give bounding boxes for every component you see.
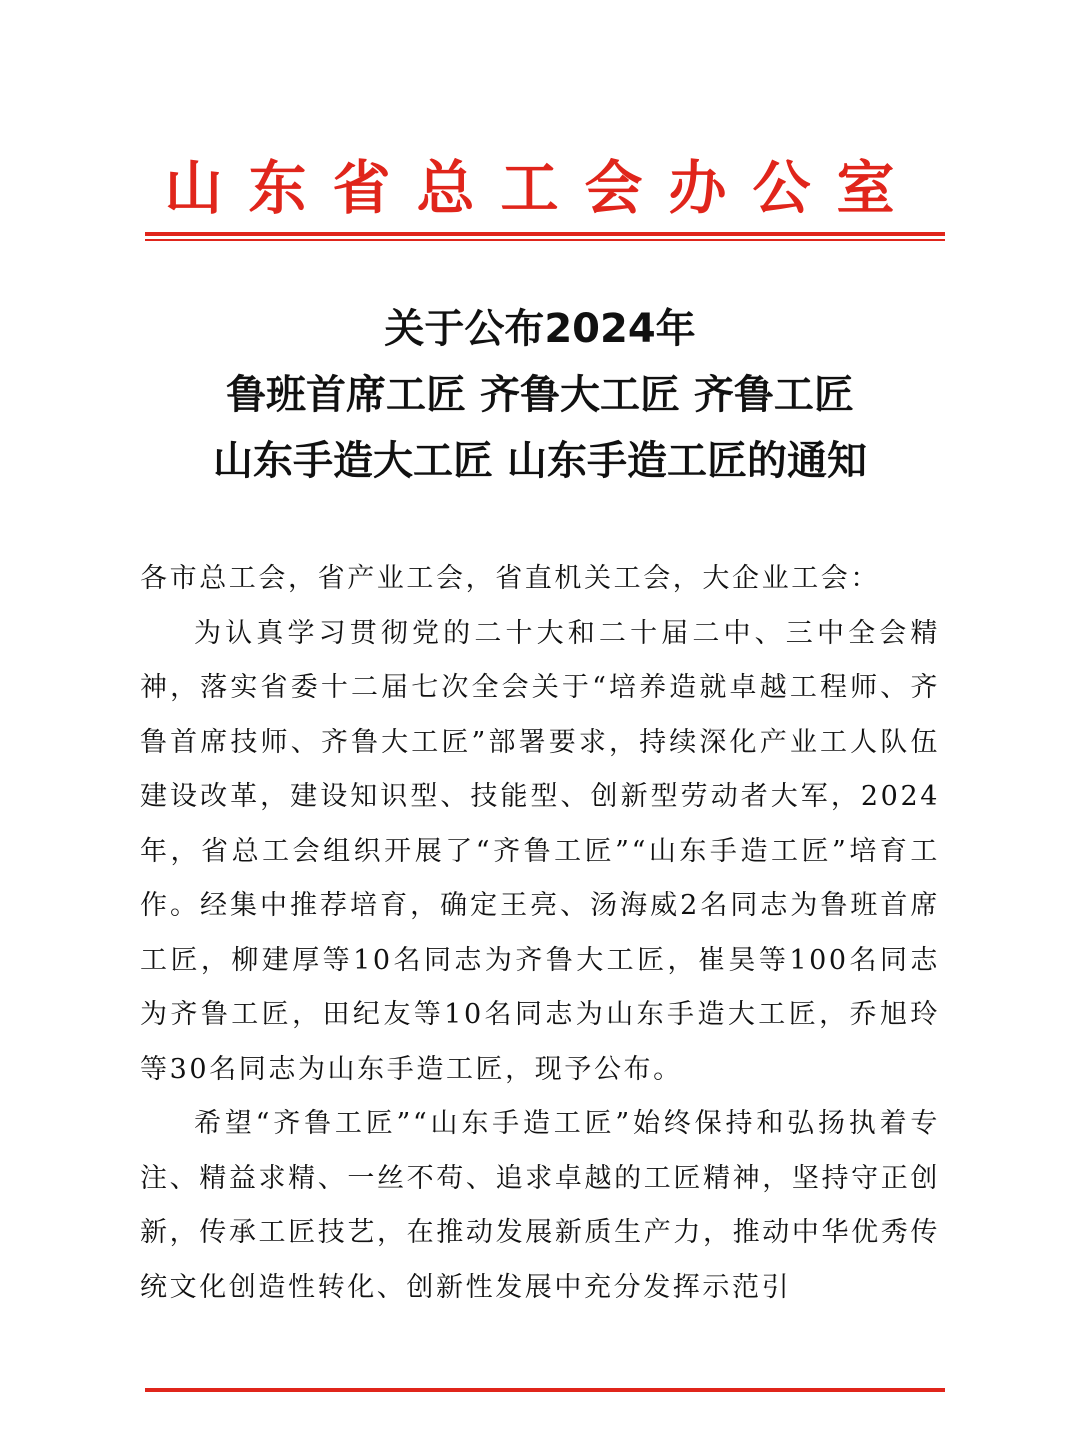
document-title <box>100 296 980 494</box>
title-line-3: 山东手造大工匠 山东手造工匠的通知 <box>213 438 867 484</box>
title-line-1: 关于公布2024年 <box>384 306 696 352</box>
masthead-divider-thick-line <box>145 232 945 236</box>
footer-divider <box>145 1388 945 1392</box>
body-paragraph-2: 希望“齐鲁工匠”“山东手造工匠”始终保持和弘扬执着专注、精益求精、一丝不苟、追求卓越的工匠精神，坚持守正创新，传承工匠技艺，在推动发展新质生产力，推动中华优秀传统文化创造性转化、创新性发展中充分发挥示范引 <box>140 1108 940 1303</box>
document-body <box>140 552 940 1315</box>
masthead-divider-thin-line <box>145 239 945 241</box>
masthead-divider <box>145 232 945 242</box>
title-line-2: 鲁班首席工匠 齐鲁大工匠 齐鲁工匠 <box>226 372 854 418</box>
masthead-org-name: 山东省总工会办公室 <box>164 154 921 222</box>
body-paragraph-1: 为认真学习贯彻党的二十大和二十届二中、三中全会精神，落实省委十二届七次全会关于“培养造就卓越工程师、齐鲁首席技师、齐鲁大工匠”部署要求，持续深化产业工人队伍建设改革，建设知识型、技能型、创新型劳动者大军，2024年，省总工会组织开展了“齐鲁工匠”“山东手造工匠”培育工作。经集中推荐培育，确定王亮、汤海威2名同志为鲁班首席工匠，柳建厚等10名同志为齐鲁大工匠，崔昊等100名同志为齐鲁工匠，田纪友等10名同志为山东手造大工匠，乔旭玲等30名同志为山东手造工匠，现予公布。 <box>140 617 940 1085</box>
salutation: 各市总工会，省产业工会，省直机关工会，大企业工会： <box>140 563 880 594</box>
